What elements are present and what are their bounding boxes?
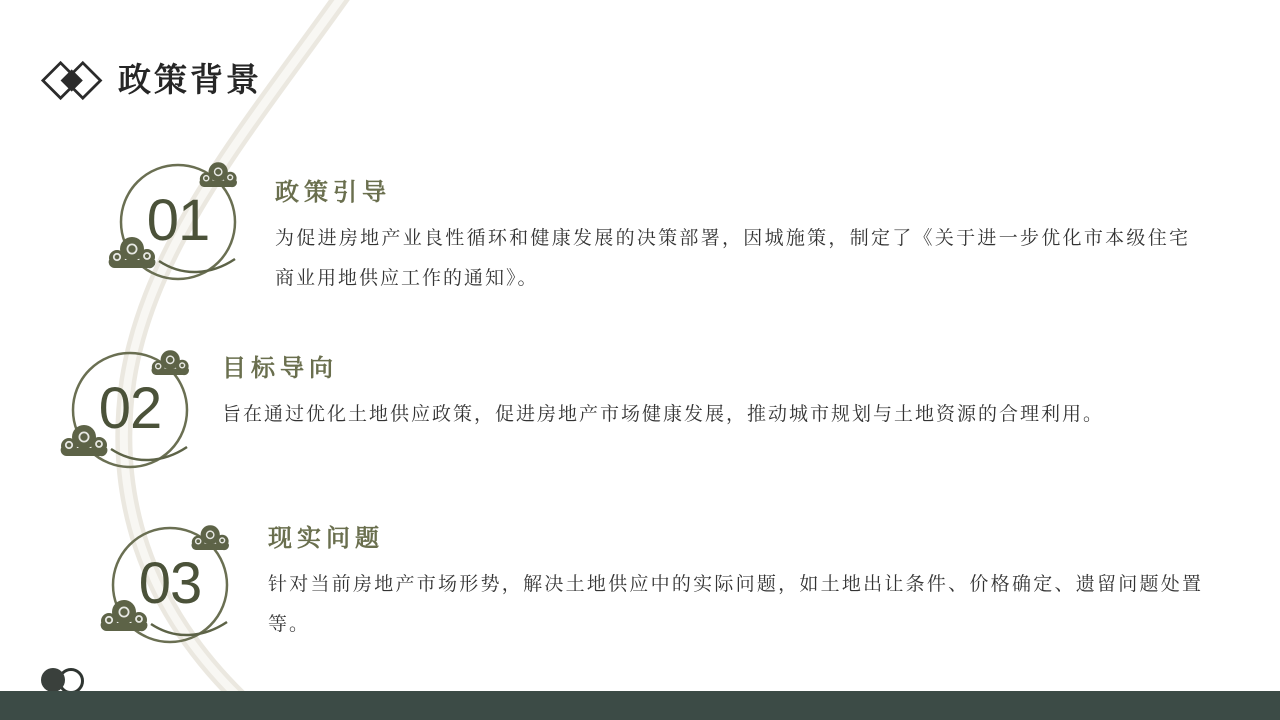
title-row <box>40 55 262 105</box>
item-heading: 现实问题 <box>268 525 384 552</box>
double-diamond-icon <box>40 55 108 105</box>
item-body: 旨在通过优化土地供应政策，促进房地产市场健康发展，推动城市规划与土地资源的合理利用。 <box>222 404 1105 425</box>
item-number: 03 <box>138 550 202 616</box>
policy-item-1 <box>275 172 1190 299</box>
footer-bar <box>0 691 1280 720</box>
item-heading: 目标导向 <box>222 355 338 382</box>
item-number: 01 <box>146 187 210 253</box>
item-number: 02 <box>98 375 162 441</box>
number-badge-02 <box>55 335 205 485</box>
policy-item-2 <box>222 348 1202 435</box>
item-body: 针对当前房地产市场形势，解决土地供应中的实际问题，如土地出让条件、价格确定、遗留问题处置等。 <box>268 574 1203 635</box>
item-heading: 政策引导 <box>275 179 391 206</box>
number-badge-03 <box>95 510 245 660</box>
policy-item-3 <box>268 518 1203 645</box>
page-title: 政策背景 <box>118 61 262 98</box>
item-body: 为促进房地产业良性循环和健康发展的决策部署，因城施策，制定了《关于进一步优化市本级住宅商业用地供应工作的通知》。 <box>275 228 1190 289</box>
number-badge-01 <box>103 147 253 297</box>
